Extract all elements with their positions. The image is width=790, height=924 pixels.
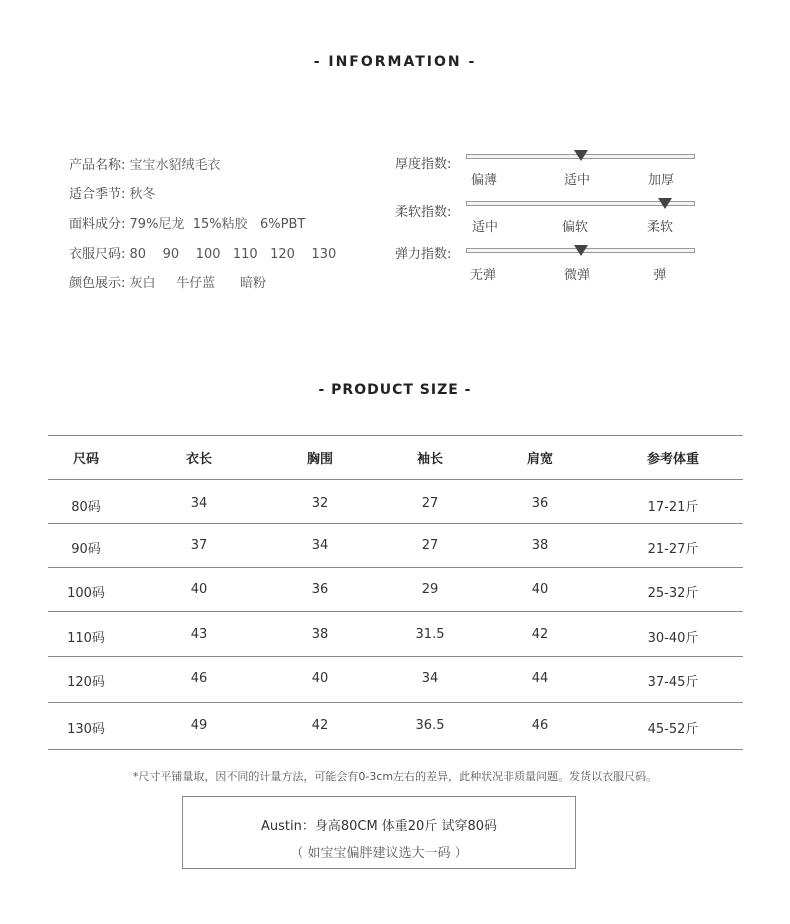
product-size-heading: - PRODUCT SIZE -	[318, 382, 472, 398]
table-cell-sleeve: 27	[421, 538, 439, 553]
attr-value: 宝宝水貂绒毛衣	[129, 158, 221, 173]
table-cell-length: 49	[190, 718, 208, 733]
table-cell-sleeve: 36.5	[415, 718, 445, 733]
fit-example-advice: （ 如宝宝偏胖建议选大一码 ）	[290, 846, 468, 861]
table-cell-size: 120码	[67, 675, 105, 690]
table-cell-size: 90码	[71, 542, 101, 557]
table-header-shoulder: 肩宽	[526, 452, 554, 467]
table-cell-sleeve: 29	[421, 582, 439, 597]
measurement-note: *尺寸平铺量取，因不同的计量方法，可能会有0-3cm左右的差异，此种状况非质量问题。发货以衣服尺码。	[132, 770, 658, 783]
table-cell-length: 34	[190, 496, 208, 511]
attr-key: 面料成分:	[69, 217, 126, 232]
table-cell-shoulder: 42	[531, 627, 549, 642]
table-top-rule	[48, 435, 743, 436]
attr-row-sizes	[69, 243, 336, 262]
table-cell-size: 100码	[67, 586, 105, 601]
attr-value: 秋冬	[129, 187, 156, 202]
attr-row-colors	[69, 272, 266, 291]
table-cell-weight: 25-32斤	[647, 586, 699, 601]
table-cell-size: 80码	[71, 500, 101, 515]
thickness-scale-label: 厚度指数:	[395, 157, 452, 172]
elasticity-marker-icon	[574, 245, 588, 256]
thickness-tick-low: 偏薄	[470, 173, 498, 188]
table-cell-weight: 17-21斤	[647, 500, 699, 515]
elasticity-scale-label: 弹力指数:	[395, 247, 452, 262]
table-cell-chest: 32	[311, 496, 329, 511]
table-row-divider	[48, 656, 743, 657]
table-row-divider	[48, 523, 743, 524]
elasticity-tick-low: 无弹	[469, 268, 497, 283]
table-cell-sleeve: 34	[421, 671, 439, 686]
attr-row-season	[69, 183, 156, 202]
table-cell-sleeve: 27	[421, 496, 439, 511]
table-header-sleeve: 袖长	[416, 452, 444, 467]
table-row-divider	[48, 611, 743, 612]
table-header-size: 尺码	[72, 452, 100, 467]
softness-marker-icon	[658, 198, 672, 209]
attr-value: 79%尼龙 15%粘胶 6%PBT	[129, 217, 306, 232]
table-cell-length: 46	[190, 671, 208, 686]
table-cell-weight: 45-52斤	[647, 722, 699, 737]
table-cell-chest: 36	[311, 582, 329, 597]
table-cell-size: 130码	[67, 722, 105, 737]
table-cell-shoulder: 40	[531, 582, 549, 597]
table-cell-length: 40	[190, 582, 208, 597]
table-cell-shoulder: 46	[531, 718, 549, 733]
attr-value: 灰白 牛仔蓝 暗粉	[129, 276, 266, 291]
table-header-weight: 参考体重	[646, 452, 700, 467]
table-cell-shoulder: 44	[531, 671, 549, 686]
fit-example-box	[182, 796, 576, 869]
table-cell-shoulder: 38	[531, 538, 549, 553]
table-cell-chest: 42	[311, 718, 329, 733]
table-cell-length: 43	[190, 627, 208, 642]
attr-key: 产品名称:	[69, 158, 126, 173]
thickness-marker-icon	[574, 150, 588, 161]
attr-row-product-name	[69, 154, 221, 173]
table-cell-weight: 30-40斤	[647, 631, 699, 646]
attr-key: 颜色展示:	[69, 276, 126, 291]
thickness-tick-high: 加厚	[647, 173, 675, 188]
table-header-chest: 胸围	[306, 452, 334, 467]
softness-tick-mid: 偏软	[561, 220, 589, 235]
attr-key: 衣服尺码:	[69, 247, 126, 262]
table-row-divider	[48, 479, 743, 480]
softness-tick-high: 柔软	[646, 220, 674, 235]
table-cell-chest: 40	[311, 671, 329, 686]
elasticity-tick-high: 弹	[653, 268, 667, 283]
table-cell-sleeve: 31.5	[415, 627, 445, 642]
attr-key: 适合季节:	[69, 187, 126, 202]
attr-row-fabric	[69, 213, 305, 232]
fit-example-line: Austin：身高80CM 体重20斤 试穿80码	[260, 819, 498, 834]
attr-value: 80 90 100 110 120 130	[129, 247, 337, 262]
table-cell-weight: 37-45斤	[647, 675, 699, 690]
table-cell-chest: 34	[311, 538, 329, 553]
table-header-length: 衣长	[185, 452, 213, 467]
softness-scale-label: 柔软指数:	[395, 205, 452, 220]
table-cell-size: 110码	[67, 631, 105, 646]
table-row-divider	[48, 567, 743, 568]
table-cell-shoulder: 36	[531, 496, 549, 511]
table-row-divider	[48, 702, 743, 703]
table-cell-weight: 21-27斤	[647, 542, 699, 557]
softness-tick-low: 适中	[471, 220, 499, 235]
table-bottom-rule	[48, 749, 743, 750]
table-cell-length: 37	[190, 538, 208, 553]
table-cell-chest: 38	[311, 627, 329, 642]
elasticity-tick-mid: 微弹	[563, 268, 591, 283]
information-heading: - INFORMATION -	[313, 54, 477, 70]
thickness-tick-mid: 适中	[563, 173, 591, 188]
